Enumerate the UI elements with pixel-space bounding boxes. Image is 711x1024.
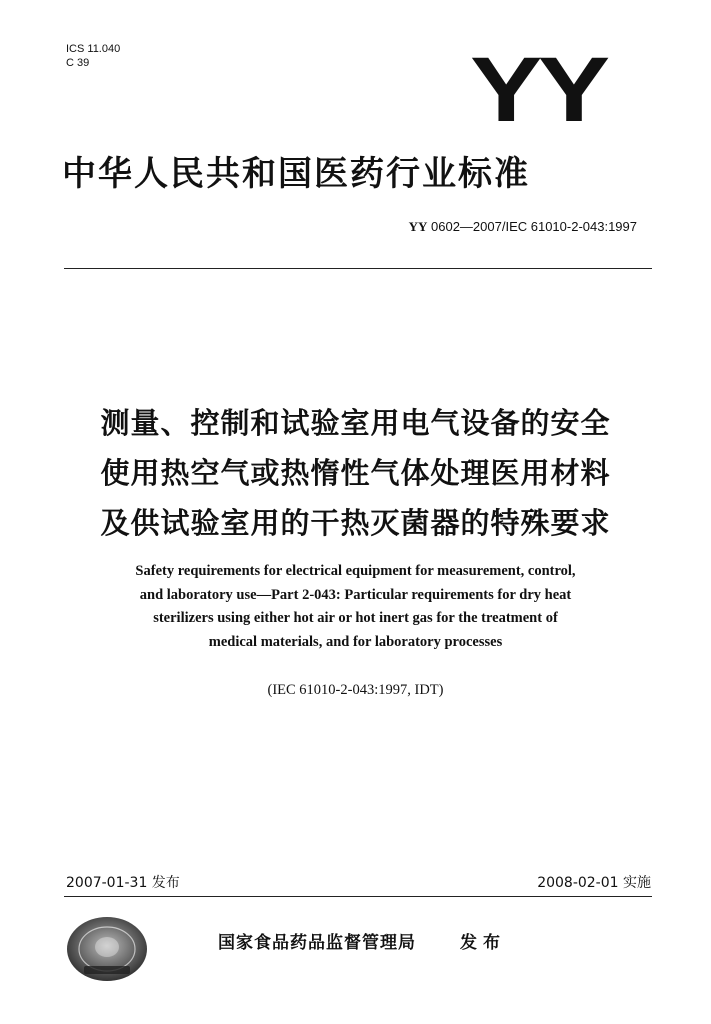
standard-number-rest: 0602—2007/IEC 61010-2-043:1997 <box>431 219 637 234</box>
seal-ribbon <box>84 966 130 974</box>
classification-codes <box>66 42 120 70</box>
english-title-line: and laboratory use—Part 2-043: Particular requirements for dry heat <box>139 586 572 603</box>
top-divider <box>64 268 652 269</box>
chinese-title <box>60 398 651 548</box>
yy-logo: YY <box>470 39 606 141</box>
ics-code: ICS 11.040 <box>66 43 121 55</box>
publisher-name: 国家食品药品监督管理局 <box>218 933 416 953</box>
publish-label: 发布 <box>460 933 506 953</box>
standard-number-lead: YY <box>408 219 428 234</box>
chinese-title-line: 测量、控制和试验室用电气设备的安全 <box>100 406 611 440</box>
english-title-line: sterilizers using either hot air or hot inert gas for the treatment of <box>153 610 558 626</box>
english-title-line: medical materials, and for laboratory processes <box>208 633 503 650</box>
ccs-code: C 39 <box>66 57 90 69</box>
standard-number <box>409 218 637 236</box>
seal-center <box>95 937 119 957</box>
implementation-date: 2008-02-01 实施 <box>537 875 651 891</box>
standard-category-title: 中华人民共和国医药行业标准 <box>62 154 530 194</box>
english-title <box>60 560 651 654</box>
chinese-title-line: 及供试验室用的干热灭菌器的特殊要求 <box>100 506 611 540</box>
chinese-title-line: 使用热空气或热惰性气体处理医用材料 <box>100 456 611 490</box>
seal-emblem-icon <box>64 914 150 984</box>
issue-date: 2007-01-31 发布 <box>66 875 180 891</box>
bottom-divider <box>64 896 652 897</box>
english-title-line: Safety requirements for electrical equipment for measurement, control, <box>135 563 576 579</box>
iec-equivalence: (IEC 61010-2-043:1997, IDT) <box>267 682 444 698</box>
